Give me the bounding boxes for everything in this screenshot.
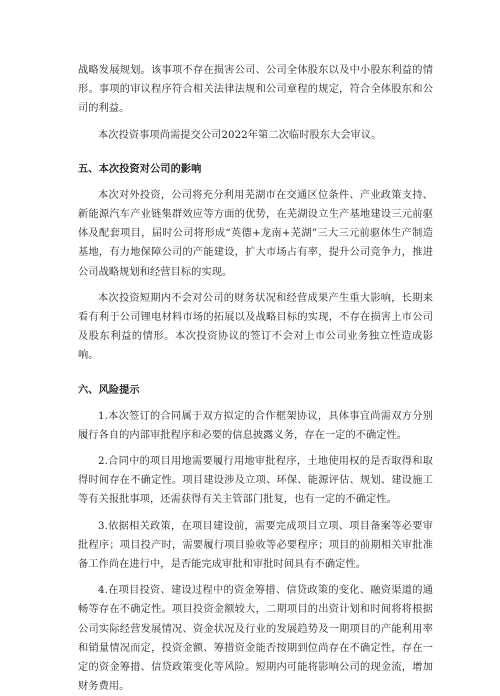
section-5-heading: 五、本次投资对公司的影响 bbox=[78, 163, 202, 175]
spacer bbox=[78, 145, 433, 160]
shareholder-meeting-note: 本次投资事项尚需提交公司2022年第二次临时股东大会审议。 bbox=[98, 129, 382, 141]
section-5-paragraph-1: 本次对外投资，公司将充分利用芜湖市在交通区位条件、产业政策支持、新能源汽车产业链集群效应等方面的优势，在芜湖设立生产基地建设三元前驱体及配套项目，届时公司将形成“英德+龙南+芜湖”三大三元前驱体生产制造基地，有力地保障公司的产能建设，扩大市场占有率，提升公司竞争力，推进公司战略规划和经营目标的实现。 bbox=[78, 189, 433, 278]
intro-paragraph: 战略发展规划。该事项不存在损害公司、公司全体股东以及中小股东利益的情形。事项的审议程序符合相关法律法规和公司章程的规定，符合全体股东和公司的利益。 bbox=[78, 65, 433, 115]
risk-item-2: 2.合同中的项目用地需要履行用地审批程序，土地使用权的是否取得和取得时间存在不确定性。项目建设涉及立项、环保、能源评估、规划、建设施工等有关报批事项，还需获得有关主管部门批复，也有一定的不确定性。 bbox=[78, 456, 433, 506]
spacer bbox=[78, 366, 433, 381]
risk-item-3: 3.依据相关政策，在项目建设前，需要完成项目立项、项目备案等必要审批程序；项目投产时，需要履行项目验收等必要程序；项目的前期相关审批准备工作尚在进行中，是否能完成审批和审批时间具有不确定性。 bbox=[78, 520, 433, 571]
spacer bbox=[78, 282, 433, 289]
spacer bbox=[78, 400, 433, 407]
spacer bbox=[78, 510, 433, 517]
spacer bbox=[78, 574, 433, 581]
section-5-paragraph-2: 本次投资短期内不会对公司的财务状况和经营成果产生重大影响，长期来看有利于公司锂电材料市场的拓展以及战略目标的实现，不存在损害上市公司及股东利益的情形。本次投资协议的签订不会对上市公司业务独立性造成影响。 bbox=[78, 292, 433, 362]
spacer bbox=[78, 119, 433, 126]
document-content bbox=[78, 61, 433, 696]
spacer bbox=[78, 445, 433, 452]
risk-item-4: 4.在项目投资、建设过程中的资金筹措、信贷政策的变化、融资渠道的通畅等存在不确定性。项目投资金额较大，二期项目的出资计划和时间将将根据公司实际经营发展情况、资金状况及行业的发展趋势及一期项目的产能利用率和销量情况而定，投资金额、筹措资金能否按期到位尚存在不确定性，存在一定的资金筹措、信贷政策变化等风险。短期内可能将影响公司的现金流，增加财务费用。 bbox=[78, 585, 433, 693]
risk-item-1: 1.本次签订的合同属于双方拟定的合作框架协议，具体事宜尚需双方分别履行各自的内部审批程序和必要的信息披露义务，存在一定的不确定性。 bbox=[78, 410, 433, 441]
section-6-heading: 六、风险提示 bbox=[78, 384, 140, 396]
spacer bbox=[78, 179, 433, 186]
